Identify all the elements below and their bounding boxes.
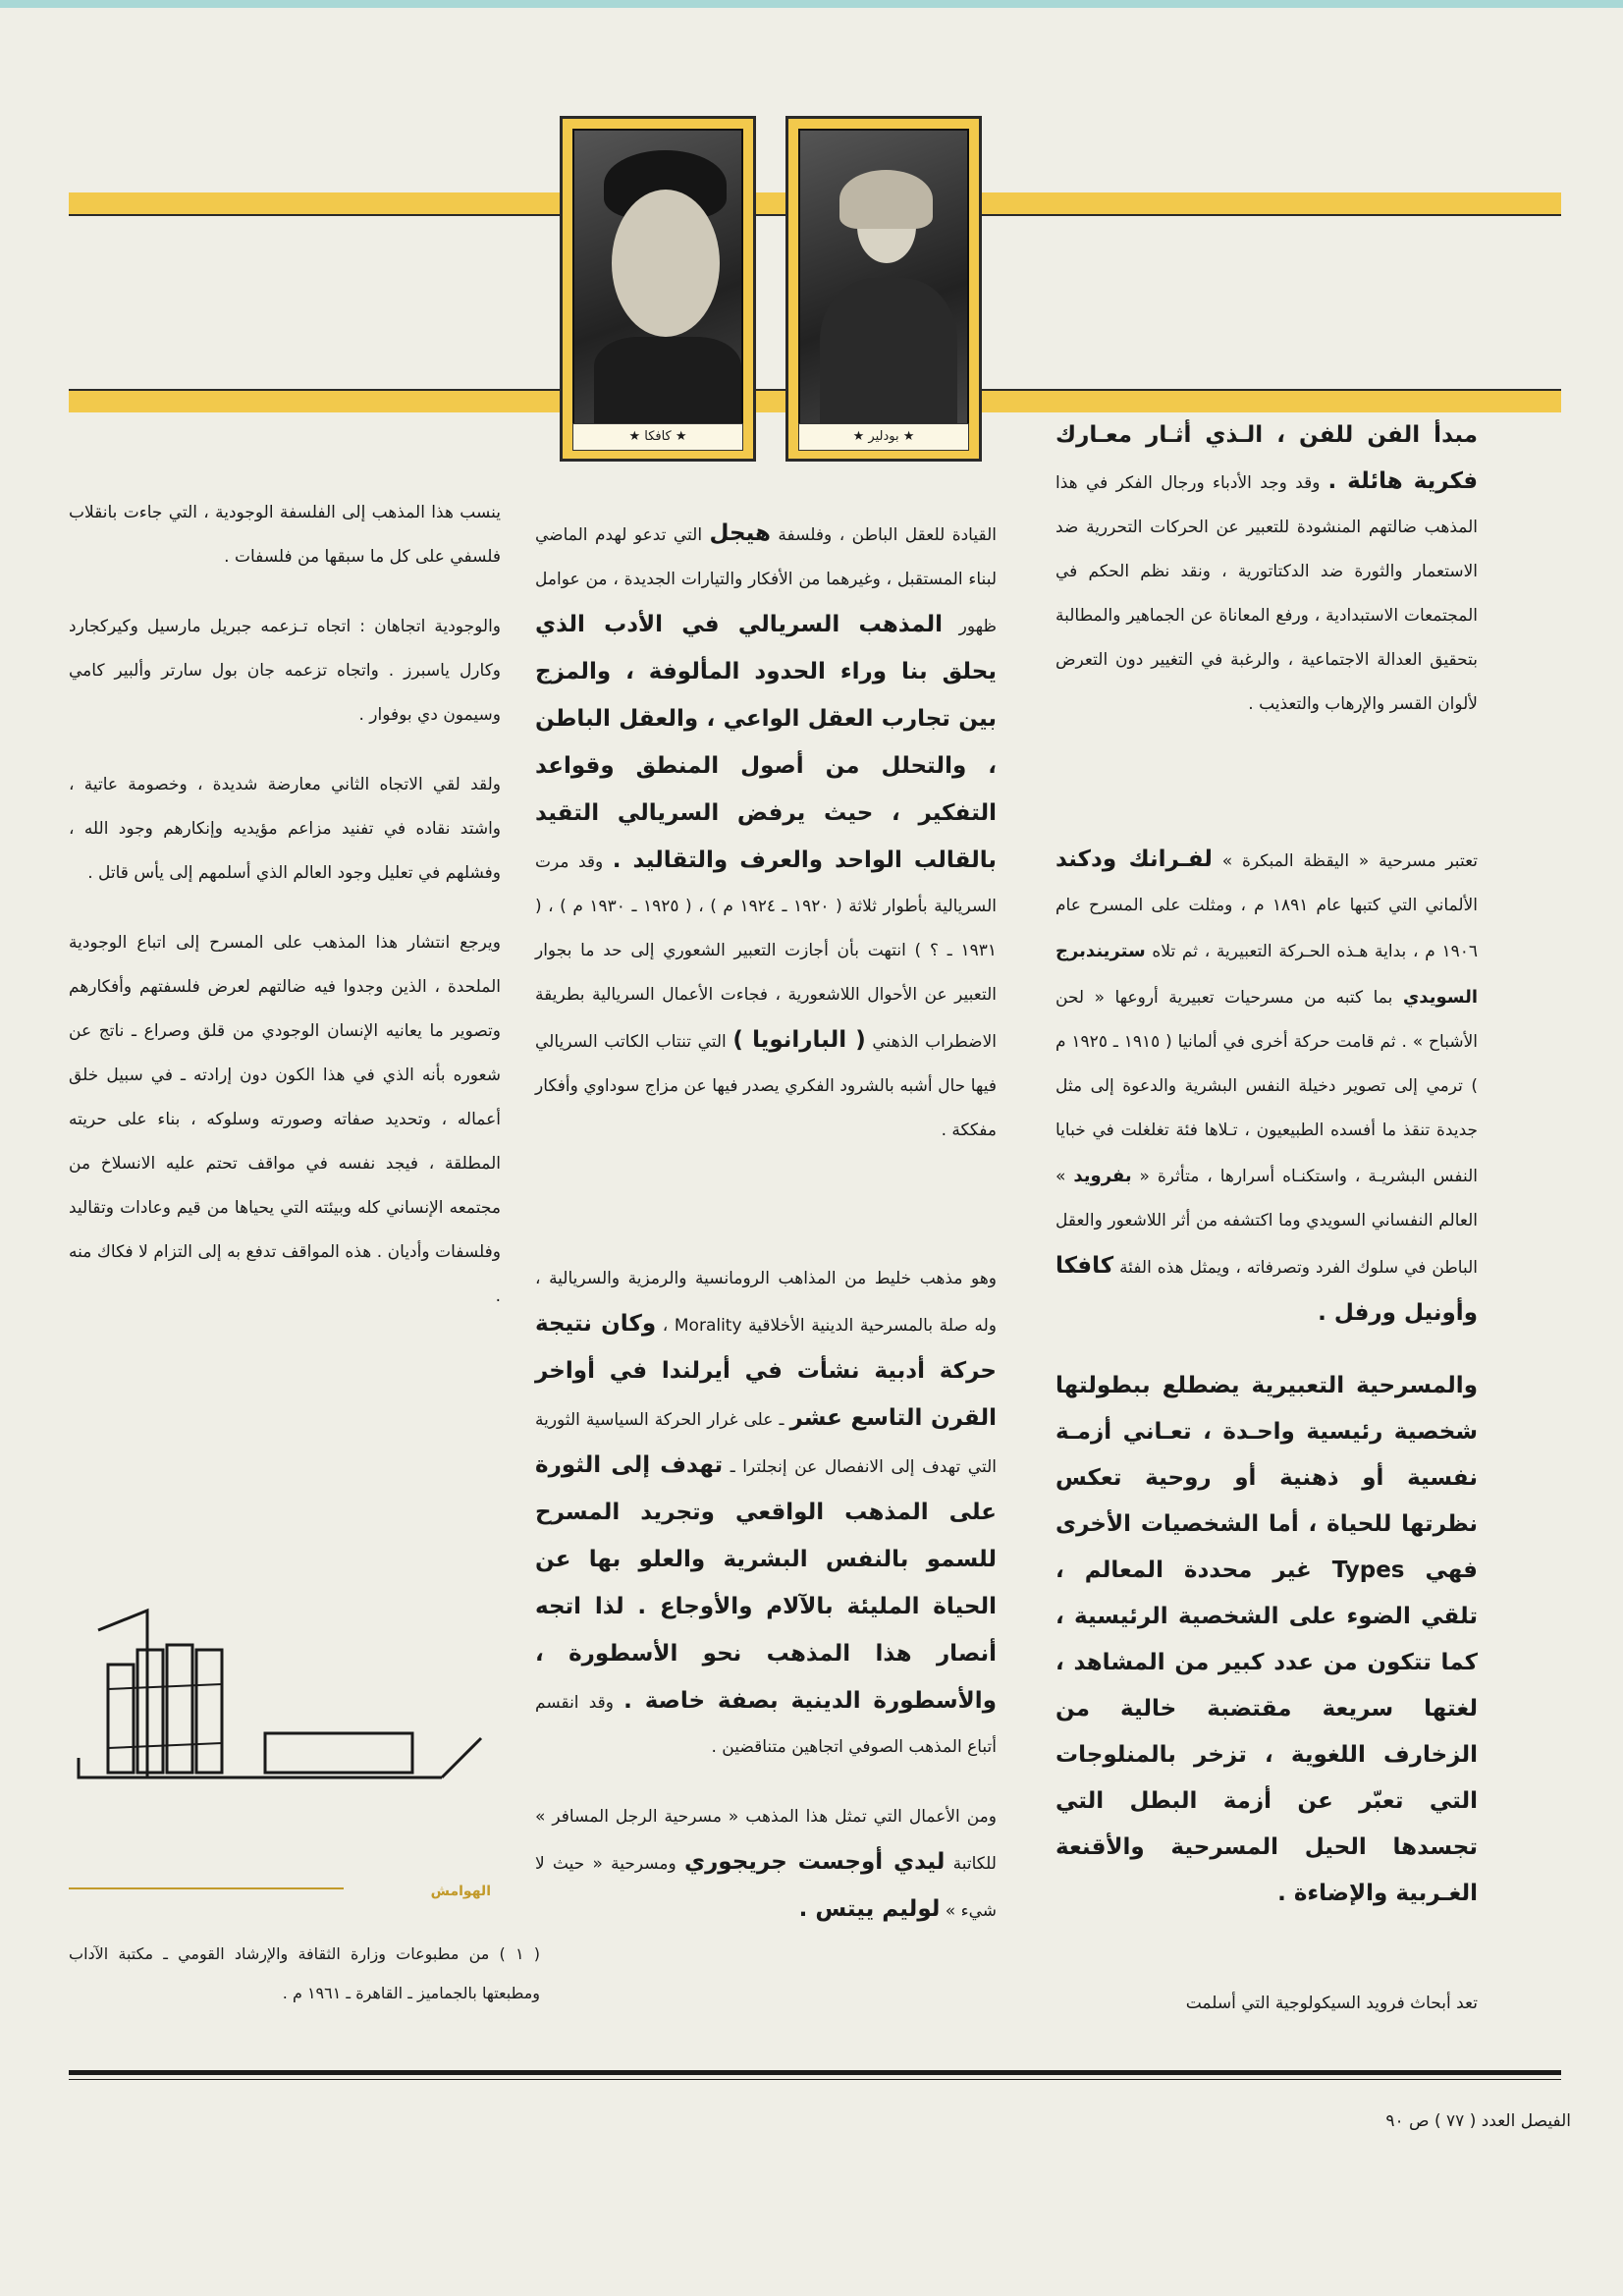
left-p4: ويرجع انتشار هذا المذهب على المسرح إلى اتباع الوجودية الملحدة ، الذين وجدوا فيه ضالتهم لعرض فلسفتهم وأفكارهم وتصوير ما يعانيه الإنسان الوجودي من قلق وصراع ـ ناتج عن شعوره بأنه الذي في هذا الكون دون إرادته ـ في سبيل خلق أعماله ، وتحديد صفاته وصورته وسلوكه ، بناء على حريته المطلقة ، فيجد نفسه في مواقف تحتم عليه الانسلاخ من مجتمعه الإنساني كله وبيئته التي يحياها من قيم وعادات وتقاليد وفلسفات وأديان . هذه المواقف تدفع به إلى التزام لا فكاك منه . — [69, 933, 501, 1306]
column-middle — [535, 511, 997, 1959]
top-teal-bar — [0, 0, 1623, 8]
right-p4: تعد أبحاث فرويد السيكولوجية التي أسلمت — [1185, 1994, 1478, 2013]
left-p2: والوجودية اتجاهان : اتجاه تـزعمه جبريل مارسيل وكيركجارد وكارل ياسبرز . واتجاه تزعمه جان بول سارتر وألبير كامي وسيمون دي بوفوار . — [69, 617, 501, 725]
right-p1-bold: مبدأ الفن للفن ، الـذي أثـار معـارك فكرية هائلة . — [1055, 422, 1479, 494]
right-p1-text: وقد وجد الأدباء ورجال الفكر في هذا المذهب ضالتهم المنشودة للتعبير عن الحركات التحررية ضد الاستعمار والثورة ضد الدكتاتورية ، ونقد نظم الحكم في المجتمعات الاستبدادية ، ورفع المعاناة عن الجماهير والمطالبة بتحقيق العدالة الاجتماعية ، والرغبة في التغيير دون التعرض لألوان القسر والإرهاب والتعذيب . — [1055, 473, 1478, 714]
bottom-rule-thin — [69, 2079, 1561, 2080]
portrait-baudelaire-image — [798, 129, 969, 427]
right-p3: والمسرحية التعبيرية يضطلع ببطولتها شخصية رئيسية واحـدة ، تعـاني أزمـة نفسية أو ذهنية أو روحية تعكس نظرتها للحياة ، أما الشخصيات الأخرى فهي Types غير محددة المعالم ، تلقي الضوء على الشخصية الرئيسية ، كما تتكون من عدد كبير من المشاهد ، لغتها سريعة مقتضبة خالية من الزخارف اللغوية ، تزخر بالمنلوجات التي تعبّر عن أزمة البطل التي تجسدها الحيل المسرحية والأقنعة الغـربية والإضاءة . — [1055, 1373, 1478, 1906]
page-footer: الفيصل العدد ( ٧٧ ) ص ٩٠ — [1385, 2111, 1571, 2131]
left-p3: ولقد لقي الاتجاه الثاني معارضة شديدة ، وخصومة عاتية ، واشتد نقاده في تفنيد مزاعم مؤيديه وإنكارهم وجود الله ، وفشلهم في تعليل وجود العالم الذي أسلمهم إلى يأس قاتل . — [69, 775, 501, 883]
caption-baudelaire: ★ بودلير ★ — [798, 423, 969, 451]
middle-p2: وهو مذهب خليط من المذاهب الرومانسية والرمزية والسريالية ، وله صلة بالمسرحية الدينية الأخلاقية Morality ، وكان نتيجة حركة أدبية نشأت في أيرلندا في أواخر القرن التاسع عشر ـ على غرار الحركة السياسية الثورية التي تهدف إلى الانفصال عن إنجلترا ـ تهدف إلى الثورة على المذهب الواقعي وتجريد المسرح للسمو بالنفس البشرية والعلو بها عن الحياة المليئة بالآلام والأوجاع . لذا اتجه أنصار هذا المذهب نحو الأسطورة ، والأسطورة الدينية بصفة خاصة . وقد انقسم أتباع المذهب الصوفي اتجاهين متناقضين . — [535, 1269, 998, 1757]
photo-kafka — [560, 116, 756, 462]
middle-p1: القيادة للعقل الباطن ، وفلسفة هيجل التي تدعو لهدم الماضي لبناء المستقبل ، وغيرهما من الأفكار والتيارات الجديدة ، من عوامل ظهور المذهب السريالي في الأدب الذي يحلق بنا وراء الحدود المألوفة ، والمزج بين تجارب العقل الواعي ، والعقل الباطن ، والتحلل من أصول المنطق وقواعد التفكير ، حيث يرفض السريالي التقيد بالقالب الواحد والعرف والتقاليد . وقد مرت السريالية بأطوار ثلاثة ( ١٩٢٠ ـ ١٩٢٤ م ) ، ( ١٩٢٥ ـ ١٩٣٠ م ) ، ( ١٩٣١ ـ ؟ ) انتهت بأن أجازت التعبير الشعوري إلى حد ما بجوار التعبير عن الأحوال اللاشعورية ، فجاءت الأعمال السريالية بطريقة الاضطراب الذهني ( البارانويا ) التي تنتاب الكاتب السريالي فيها حال أشبه بالشرود الفكري يصدر فيها عن مزاج سوداوي وأفكار مفككة . — [535, 520, 998, 1140]
column-left — [69, 491, 501, 1344]
notes-text: ( ١ ) من مطبوعات وزارة الثقافة والإرشاد القومي ـ مكتبة الآداب ومطبعتها بالجماميز ـ القاهرة ـ ١٩٦١ م . — [69, 1944, 541, 2002]
caption-kafka: ★ كافكا ★ — [572, 423, 743, 451]
portrait-kafka-image — [572, 129, 743, 427]
right-p2: تعتبر مسرحية « اليقظة المبكرة » لفـرانك ودكند الألماني التي كتبها عام ١٨٩١ م ، ومثلت على المسرح عام ١٩٠٦ م ، بداية هـذه الحـركة التعبيرية ، ثم تلاه ستريندبرج السويدي بما كتبه من مسرحيات تعبيرية أروعها « لحن الأشباح » . ثم قامت حركة أخرى في ألمانيا ( ١٩١٥ ـ ١٩٢٥ م ) ترمي إلى تصوير دخيلة النفس البشرية والدعوة إلى مثل جديدة تنقذ ما أفسده الطبيعيون ، تـلاها فئة تغلغلت في خبايا النفس البشريـة ، واستكنـاه أسرارها ، متأثرة « بفرويد » العالم النفساني السويدي وما اكتشفه من أثر اللاشعور والعقل الباطن في سلوك الفرد وتصرفاته ، ويمثل هذه الفئة كافكا وأونيل ورفل . — [1055, 847, 1479, 1326]
photo-baudelaire — [785, 116, 982, 462]
column-right — [1055, 412, 1478, 2051]
books-illustration-icon — [69, 1591, 501, 1787]
middle-p3: ومن الأعمال التي تمثل هذا المذهب « مسرحية الرجل المسافر » للكاتبة ليدي أوجست جريجوري ومسرحية « حيث لا شيء » لوليم ييتس . — [535, 1807, 997, 1922]
notes-title: الهوامش — [430, 1884, 491, 1899]
left-p1: ينسب هذا المذهب إلى الفلسفة الوجودية ، التي جاءت بانقلاب فلسفي على كل ما سبقها من فلسفات . — [69, 503, 501, 567]
bottom-rule-thick — [69, 2070, 1561, 2075]
